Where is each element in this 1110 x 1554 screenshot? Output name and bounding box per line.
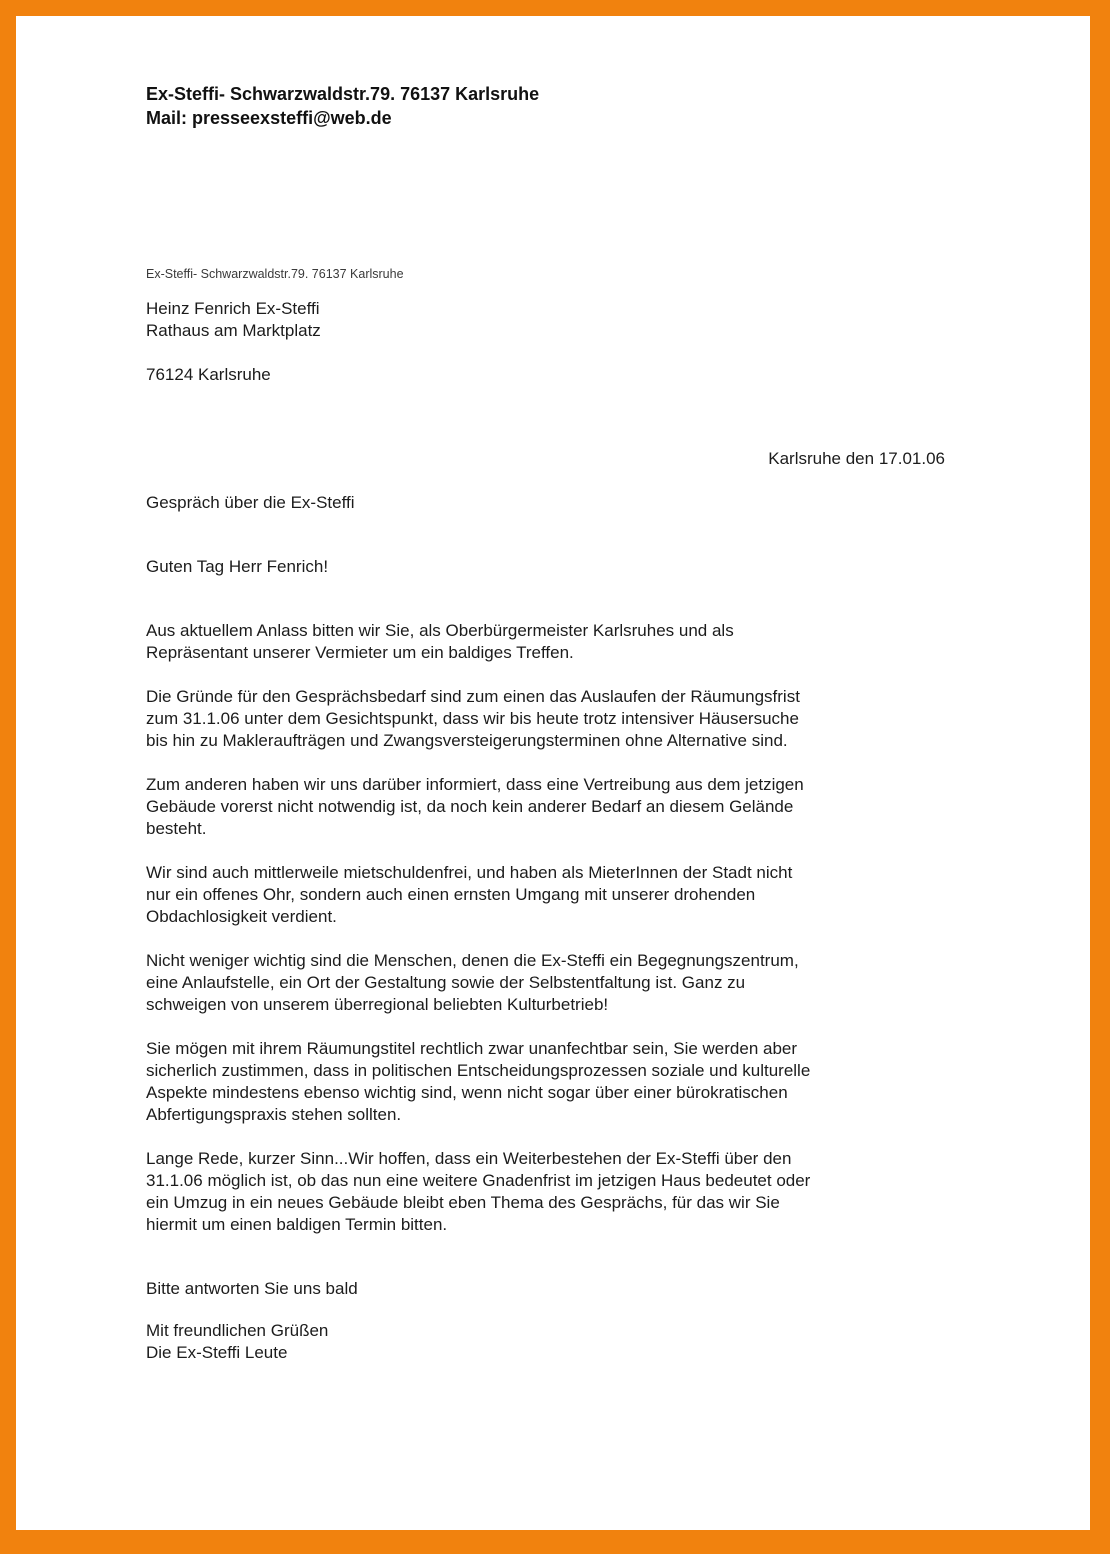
salutation: Guten Tag Herr Fenrich! [146, 557, 329, 576]
text-line: Aspekte mindestens ebenso wichtig sind, wenn nicht sogar über einer bürokratischen [146, 1083, 788, 1102]
date-line: Karlsruhe den 17.01.06 [768, 449, 945, 468]
text-line: Mail: presseexsteffi@web.de [146, 108, 392, 128]
text-line: zum 31.1.06 unter dem Gesichtspunkt, dass wir bis heute trotz intensiver Häusersuche [146, 709, 799, 728]
text-line: sicherlich zustimmen, dass in politischen Entscheidungsprozessen soziale und kulturelle [146, 1061, 811, 1080]
text-line: Ex-Steffi- Schwarzwaldstr.79. 76137 Karlsruhe [146, 84, 540, 104]
text-line: schweigen von unserem überregional beliebten Kulturbetrieb! [146, 995, 609, 1014]
signoff [146, 1320, 945, 1364]
text-line: besteht. [146, 819, 207, 838]
text-line: Obdachlosigkeit verdient. [146, 907, 337, 926]
closing-request: Bitte antworten Sie uns bald [146, 1279, 358, 1298]
paragraph-6 [146, 1038, 945, 1126]
text-line: Abfertigungspraxis stehen sollten. [146, 1105, 402, 1124]
text-line: hiermit um einen baldigen Termin bitten. [146, 1215, 448, 1234]
text-line: Lange Rede, kurzer Sinn...Wir hoffen, dass ein Weiterbestehen der Ex-Steffi über den [146, 1149, 792, 1168]
text-line: Nicht weniger wichtig sind die Menschen, denen die Ex-Steffi ein Begegnungszentrum, [146, 951, 799, 970]
letter-page [16, 16, 1090, 1530]
sender-return-address: Ex-Steffi- Schwarzwaldstr.79. 76137 Karlsruhe [146, 267, 404, 281]
paragraph-5 [146, 950, 945, 1016]
text-line: Die Gründe für den Gesprächsbedarf sind zum einen das Auslaufen der Räumungsfrist [146, 687, 800, 706]
text-line: nur ein offenes Ohr, sondern auch einen ernsten Umgang mit unserer drohenden [146, 885, 756, 904]
text-line: ein Umzug in ein neues Gebäude bleibt eben Thema des Gesprächs, für das wir Sie [146, 1193, 780, 1212]
subject-line: Gespräch über die Ex-Steffi [146, 493, 355, 512]
text-line: Die Ex-Steffi Leute [146, 1343, 288, 1362]
text-line: 76124 Karlsruhe [146, 365, 271, 384]
text-line: Heinz Fenrich Ex-Steffi [146, 299, 320, 318]
text-line: Mit freundlichen Grüßen [146, 1321, 329, 1340]
text-line: Rathaus am Marktplatz [146, 321, 321, 340]
paragraph-1 [146, 620, 945, 664]
text-line: Gebäude vorerst nicht notwendig ist, da noch kein anderer Bedarf an diesem Gelände [146, 797, 794, 816]
paragraph-3 [146, 774, 945, 840]
recipient-address [146, 298, 945, 386]
letterhead [146, 82, 945, 130]
letter-content [16, 16, 1090, 1404]
text-line: Wir sind auch mittlerweile mietschuldenfrei, und haben als MieterInnen der Stadt nicht [146, 863, 793, 882]
text-line: Sie mögen mit ihrem Räumungstitel rechtlich zwar unanfechtbar sein, Sie werden aber [146, 1039, 798, 1058]
text-line: bis hin zu Makleraufträgen und Zwangsversteigerungsterminen ohne Alternative sind. [146, 731, 788, 750]
text-line [146, 342, 945, 364]
paragraph-7 [146, 1148, 945, 1236]
text-line: 31.1.06 möglich ist, ob das nun eine weitere Gnadenfrist im jetzigen Haus bedeutet oder [146, 1171, 811, 1190]
text-line: Zum anderen haben wir uns darüber informiert, dass eine Vertreibung aus dem jetzigen [146, 775, 804, 794]
text-line: Aus aktuellem Anlass bitten wir Sie, als Oberbürgermeister Karlsruhes und als [146, 621, 734, 640]
paragraph-2 [146, 686, 945, 752]
paragraph-4 [146, 862, 945, 928]
text-line: eine Anlaufstelle, ein Ort der Gestaltung sowie der Selbstentfaltung ist. Ganz zu [146, 973, 746, 992]
text-line: Repräsentant unserer Vermieter um ein baldiges Treffen. [146, 643, 574, 662]
